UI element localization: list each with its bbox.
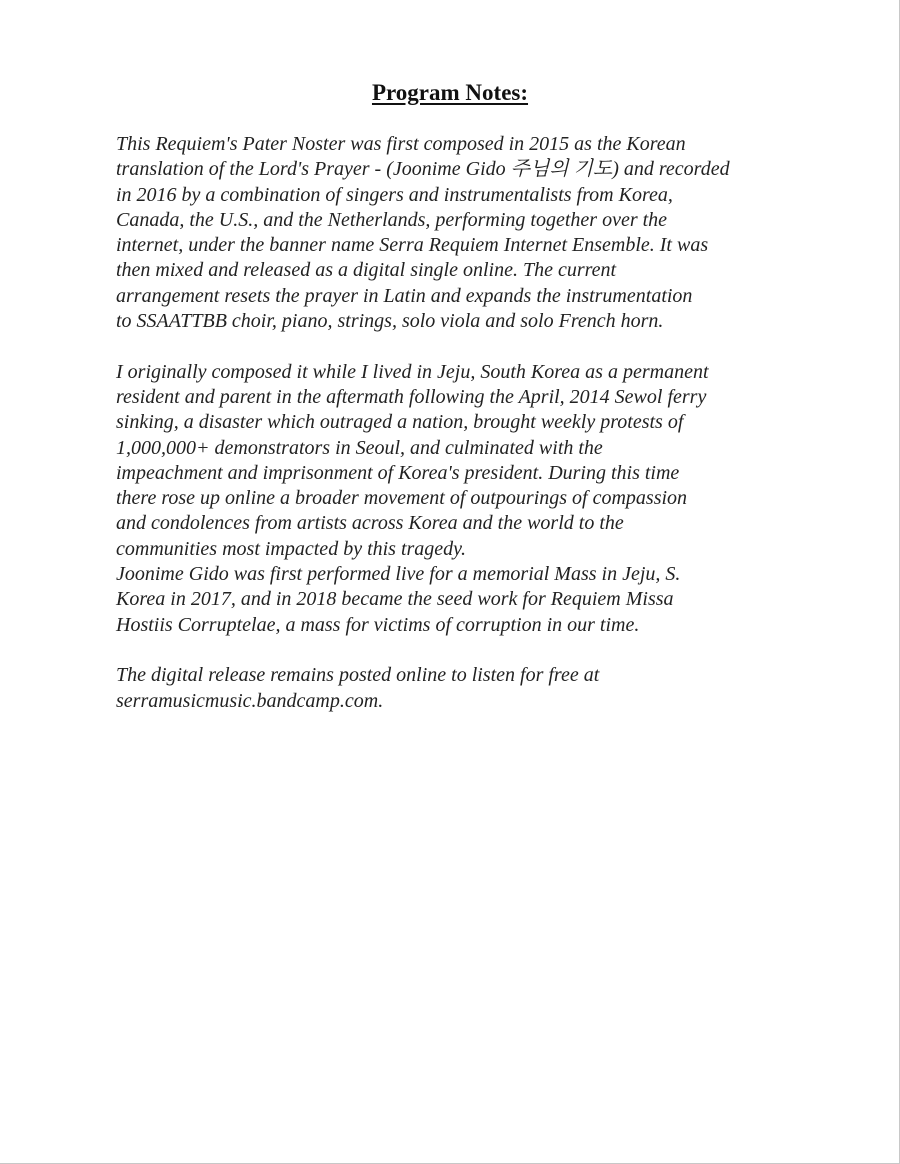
paragraph-digital-release <box>116 663 816 714</box>
text-line: translation of the Lord's Prayer - (Joonime Gido 주님의 기도) and recorded <box>116 158 730 181</box>
text-line: Joonime Gido was first performed live for a memorial Mass in Jeju, S. <box>116 563 681 586</box>
text-line: impeachment and imprisonment of Korea's president. During this time <box>116 461 680 484</box>
text-line: in 2016 by a combination of singers and instrumentalists from Korea, <box>116 183 673 206</box>
text-line: sinking, a disaster which outraged a nation, brought weekly protests of <box>116 411 684 434</box>
paragraph-performance-history <box>116 562 816 638</box>
text-line: Hostiis Corruptelae, a mass for victims of corruption in our time. <box>116 613 640 636</box>
paragraph-composition-history <box>116 132 816 334</box>
text-line: there rose up online a broader movement of outpourings of compassion <box>116 487 688 510</box>
text-line: then mixed and released as a digital single online. The current <box>116 259 617 282</box>
text-line: The digital release remains posted online to listen for free at <box>116 664 600 687</box>
text-line: to SSAATTBB choir, piano, strings, solo viola and solo French horn. <box>116 310 664 333</box>
text-line: internet, under the banner name Serra Requiem Internet Ensemble. It was <box>116 234 709 257</box>
text-line: 1,000,000+ demonstrators in Seoul, and culminated with the <box>116 436 603 459</box>
program-notes-body <box>116 132 816 739</box>
text-line: Canada, the U.S., and the Netherlands, performing together over the <box>116 208 668 231</box>
text-line: This Requiem's Pater Noster was first composed in 2015 as the Korean <box>116 133 686 155</box>
text-line: arrangement resets the prayer in Latin and expands the instrumentation <box>116 284 693 307</box>
text-line: resident and parent in the aftermath following the April, 2014 Sewol ferry <box>116 385 707 408</box>
paragraph-origin-story <box>116 360 816 562</box>
text-line: and condolences from artists across Korea and the world to the <box>116 512 624 535</box>
text-line: communities most impacted by this tragedy. <box>116 537 466 560</box>
text-line: serramusicmusic.bandcamp.com. <box>116 689 384 712</box>
page-title: Program Notes: <box>371 80 529 105</box>
text-line: Korea in 2017, and in 2018 became the seed work for Requiem Missa <box>116 588 674 611</box>
text-line: I originally composed it while I lived in Jeju, South Korea as a permanent <box>116 360 709 383</box>
